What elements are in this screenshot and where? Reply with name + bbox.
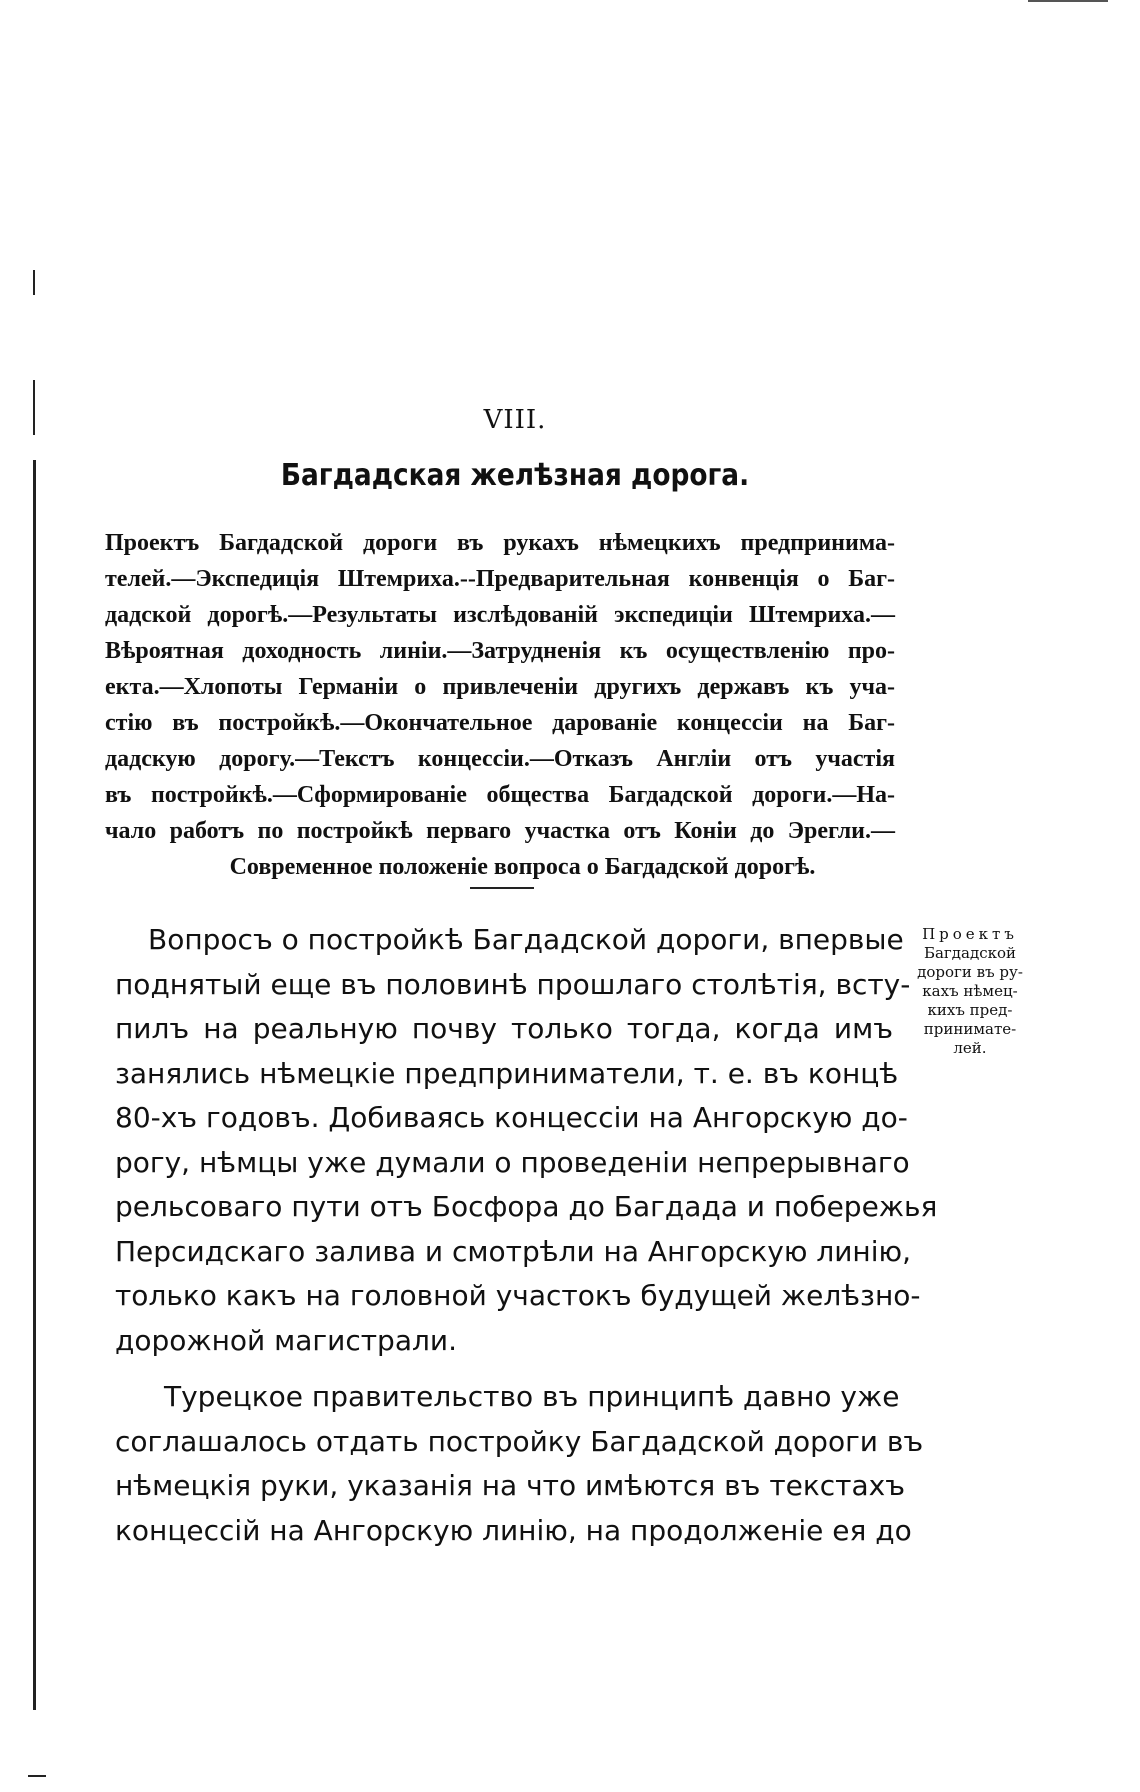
- binding-edge-line: [33, 460, 36, 1710]
- synopsis-line: дадской дорогѣ.—Результаты изслѣдованій экспедиціи Штемриха.—: [105, 602, 895, 628]
- body-line: только какъ на головной участокъ будущей желѣзно-: [115, 1279, 921, 1312]
- body-line: Вопросъ о постройкѣ Багдадской дороги, впервые: [148, 923, 904, 956]
- chapter-title: Багдадская желѣзная дорога.: [280, 458, 750, 493]
- body-line: концессій на Ангорскую линію, на продолженіе ея до: [115, 1513, 912, 1547]
- body-line: соглашалось отдать постройку Багдадской дороги въ: [115, 1424, 924, 1458]
- margin-note: [905, 925, 1035, 1058]
- body-text: [115, 918, 938, 1553]
- body-line: рогу, нѣмцы уже думали о проведеніи непрерывнаго: [115, 1145, 910, 1179]
- margin-note-line: принимате-: [923, 1020, 1017, 1038]
- body-line: рельсоваго пути отъ Босфора до Багдада и побережья: [115, 1190, 938, 1223]
- margin-note-line: Проектъ: [922, 925, 1018, 943]
- body-line: Турецкое правительство въ принципѣ давно уже: [164, 1380, 900, 1413]
- chapter-synopsis: [105, 525, 895, 885]
- synopsis-line: Вѣроятная доходность линіи.—Затрудненія къ осуществленію про-: [105, 638, 895, 664]
- body-line: нѣмецкія руки, указанія на что имѣются въ текстахъ: [115, 1469, 905, 1502]
- synopsis-line: Современное положеніе вопроса о Багдадской дорогѣ.: [229, 854, 816, 880]
- body-line: дорожной магистрали.: [115, 1323, 457, 1357]
- body-line: занялись нѣмецкіе предприниматели, т. е. въ концѣ: [115, 1056, 899, 1090]
- margin-note-line: Багдадской: [923, 944, 1017, 962]
- margin-note-line: лей.: [953, 1039, 987, 1057]
- top-edge-rule: [1028, 0, 1108, 2]
- synopsis-line: телей.—Экспедиція Штемриха.--Предварительная конвенція о Баг-: [105, 566, 895, 592]
- body-line: поднятый еще въ половинѣ прошлаго столѣтія, всту-: [115, 967, 911, 1001]
- chapter-number: VIII.: [483, 405, 547, 435]
- synopsis-line: стію въ постройкѣ.—Окончательное дарованіе концессіи на Баг-: [105, 710, 895, 736]
- synopsis-line: чало работъ по постройкѣ перваго участка отъ Коніи до Эрегли.—: [105, 818, 895, 844]
- body-line: Персидскаго залива и смотрѣли на Ангорскую линію,: [115, 1234, 911, 1268]
- margin-note-line: кахъ нѣмец-: [922, 982, 1018, 1000]
- body-line: пилъ на реальную почву только тогда, когда имъ: [115, 1012, 893, 1045]
- synopsis-line: екта.—Хлопоты Германіи о привлеченіи другихъ державъ къ уча-: [105, 674, 895, 700]
- synopsis-line: Проектъ Багдадской дороги въ рукахъ нѣмецкихъ предпринима-: [105, 530, 895, 556]
- margin-note-line: кихъ пред-: [927, 1001, 1013, 1019]
- binding-edge-tick: [28, 1775, 46, 1777]
- synopsis-line: дадскую дорогу.—Текстъ концессіи.—Отказъ Англіи отъ участія: [105, 746, 895, 772]
- margin-note-line: дороги въ ру-: [917, 963, 1023, 981]
- body-line: 80-хъ годовъ. Добиваясь концессіи на Ангорскую до-: [115, 1101, 908, 1134]
- section-divider: [470, 887, 534, 889]
- binding-edge-mark: [33, 270, 35, 295]
- synopsis-line: въ постройкѣ.—Сформированіе общества Багдадской дороги.—На-: [105, 782, 895, 808]
- paragraph-gap: [148, 1363, 893, 1375]
